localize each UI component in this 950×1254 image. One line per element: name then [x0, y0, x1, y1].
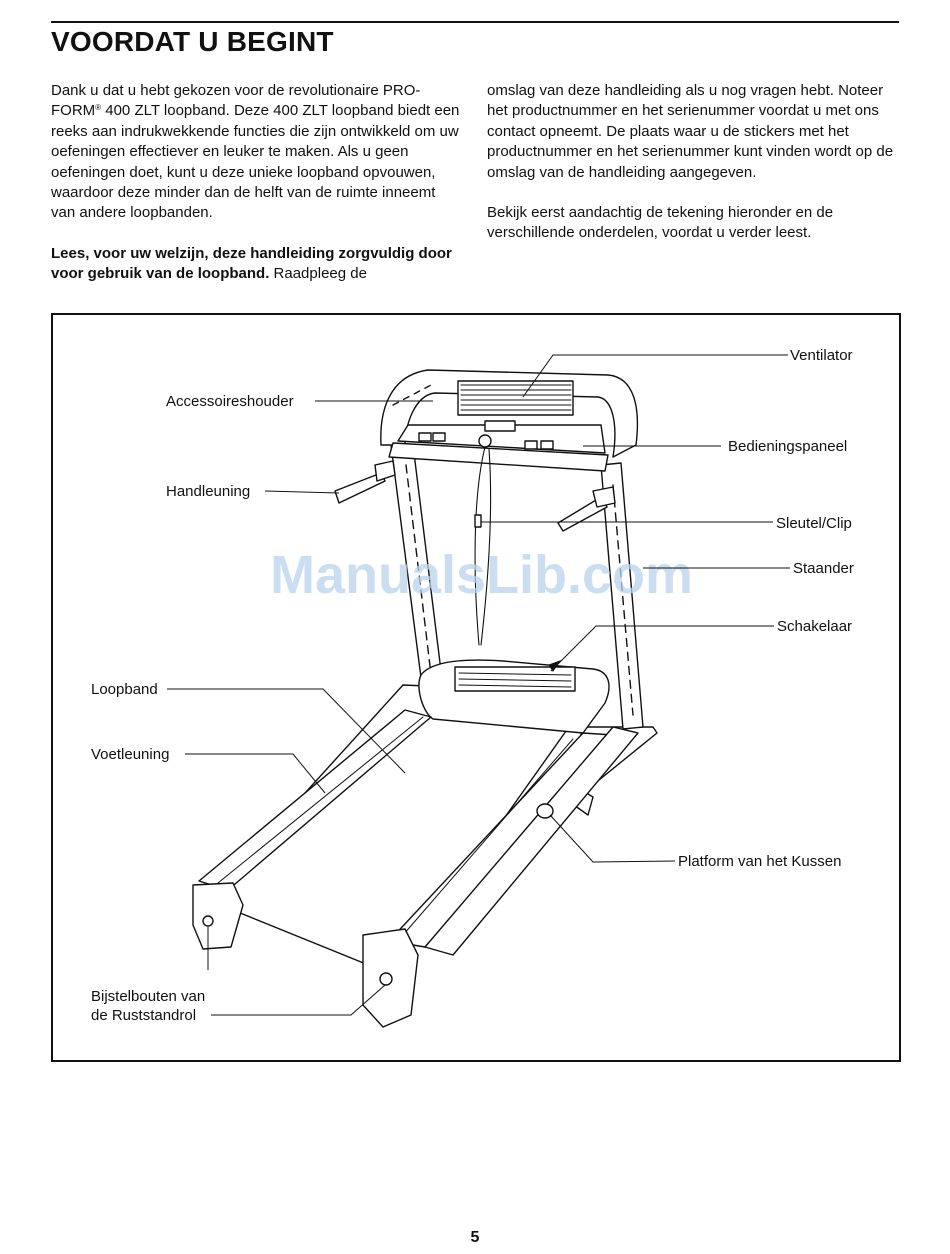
page-title: VOORDAT U BEGINT: [51, 26, 334, 57]
console-button-2: [433, 433, 445, 441]
intro-left-column: [51, 81, 463, 285]
label-voetleuning: Voetleuning: [91, 746, 170, 763]
label-ventilator: Ventilator: [790, 347, 853, 364]
treadmill-diagram: [53, 315, 899, 1060]
left-adjustment-bolt: [203, 916, 213, 926]
label-loopband: Loopband: [91, 681, 158, 698]
label-staander: Staander: [793, 560, 854, 577]
safety-notice-bold: Lees, voor uw welzijn, deze handleiding zorgvuldig door voor gebruik van de loopband.: [51, 244, 452, 283]
label-sleutel-clip: Sleutel/Clip: [776, 515, 852, 532]
right-handrail-joint: [593, 487, 615, 507]
intro-right-column: [487, 81, 899, 244]
label-bijstelbouten-line2: de Ruststandrol: [91, 1007, 197, 1024]
page-number: 5: [470, 1229, 480, 1246]
leader-platform: [550, 815, 675, 862]
top-rule: [51, 21, 899, 23]
console-button-1: [419, 433, 431, 441]
leader-handleuning: [265, 491, 339, 493]
right-adjustment-bolt: [380, 973, 392, 985]
treadmill-drawing: [193, 370, 657, 1027]
key-socket: [479, 435, 491, 447]
intro-paragraph-4: Bekijk eerst aandachtig de tekening hieronder en de verschillende onderdelen, voordat u verder leest.: [487, 204, 834, 242]
safety-key-clip: [475, 515, 481, 527]
watermark: ManualsLib.com: [270, 545, 694, 605]
treadmill-diagram-frame: [51, 313, 901, 1062]
intro-paragraph-2-rest: Raadpleeg de: [273, 265, 367, 283]
intro-paragraph-2: [51, 244, 463, 285]
label-accessoireshouder: Accessoireshouder: [166, 393, 294, 410]
left-handrail-joint: [375, 461, 395, 481]
label-schakelaar: Schakelaar: [777, 618, 853, 635]
console-display: [485, 421, 515, 431]
leader-voetleuning: [185, 754, 325, 793]
label-platform: Platform van het Kussen: [678, 853, 842, 870]
label-bedieningspaneel: Bedieningspaneel: [728, 438, 848, 455]
label-handleuning: Handleuning: [166, 483, 251, 500]
intro-paragraph-3: omslag van deze handleiding als u nog vragen hebt. Noteer het productnummer en het serienummer voordat u met ons contact opneemt. De plaats waar u de stickers met het productnummer en het serienummer kunt vinden wordt op de omslag van de handleiding aangegeven.: [487, 82, 894, 181]
leader-schakelaar: [551, 626, 774, 671]
intro-paragraph-1: Dank u dat u hebt gekozen voor de revolutionaire PRO-FORM® 400 ZLT loopband. Deze 400 ZLT loopband biedt een reeks aan indrukwekkende functies die zijn ontwikkeld om uw oefeningen effectiever en leuker te maken. Als u geen oefeningen doet, kunt u deze unieke loopband opvouwen, waardoor deze minder dan de helft van de ruimte inneemt van andere loopbanden.: [51, 82, 460, 222]
label-bijstelbouten-line1: Bijstelbouten van: [91, 988, 206, 1005]
console-button-4: [541, 441, 553, 449]
console-button-3: [525, 441, 537, 449]
left-rear-endcap: [193, 883, 243, 949]
